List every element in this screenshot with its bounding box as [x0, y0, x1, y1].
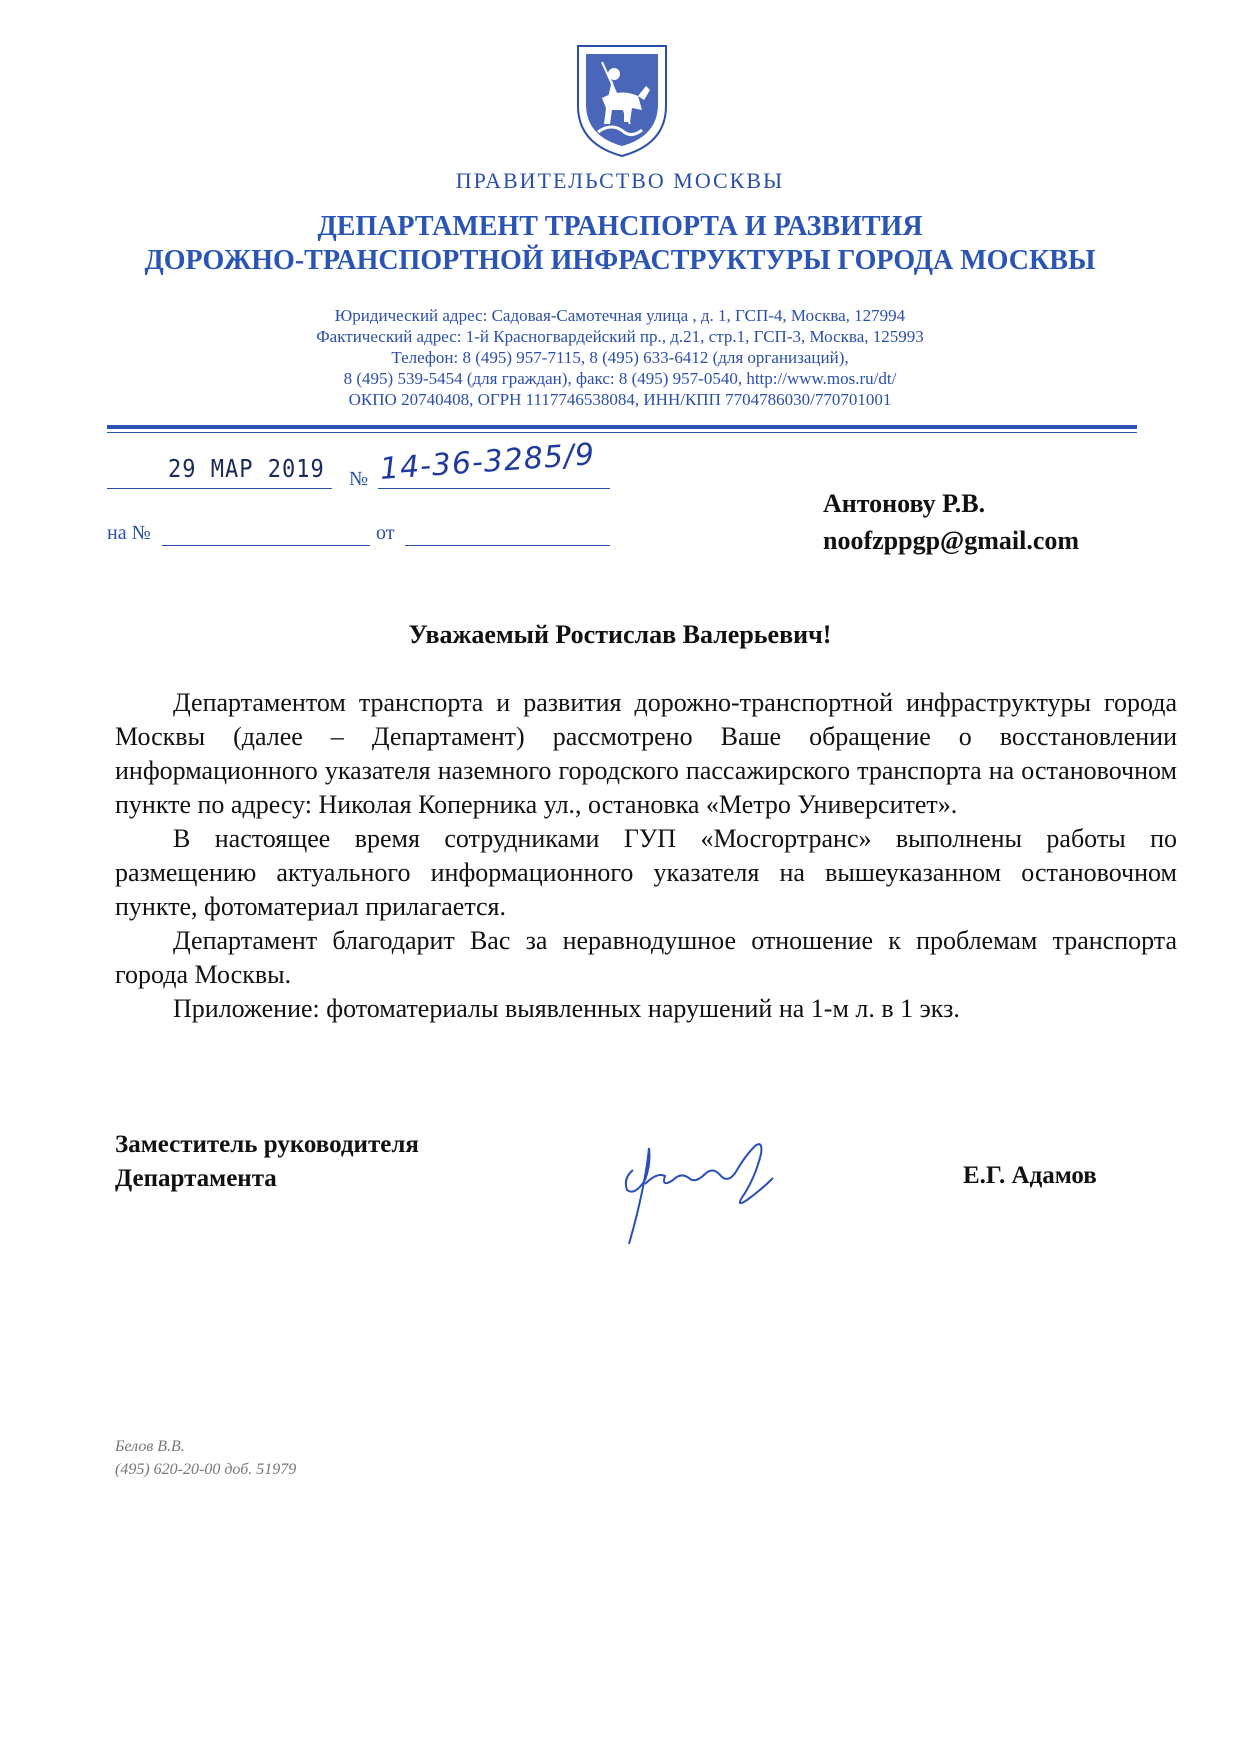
recipient-name: Антонову Р.В. — [823, 489, 986, 518]
handwritten-signature — [605, 1118, 815, 1258]
registration-date-stamp: 29 МАР 2019 — [168, 455, 325, 484]
signatory-name: Е.Г. Адамов — [963, 1162, 1097, 1189]
registration-number-label: № — [349, 468, 369, 490]
moscow-coat-of-arms-icon — [572, 40, 672, 160]
signatory-title-line1: Заместитель руководителя — [115, 1131, 419, 1158]
letter-body — [115, 686, 1177, 1026]
reference-date-label: от — [376, 522, 395, 544]
executor-phone: (495) 620-20-00 доб. 51979 — [115, 1461, 297, 1478]
letter-greeting: Уважаемый Ростислав Валерьевич! — [408, 620, 832, 649]
recipient-block — [823, 485, 1079, 559]
paragraph-thanks: Департамент благодарит Вас за неравнодушное отношение к проблемам транспорта города Москвы. — [115, 926, 1177, 989]
reference-date-line — [405, 545, 610, 546]
executor-block — [115, 1435, 296, 1481]
department-name — [0, 210, 1240, 278]
paragraph-appeal: Департаментом транспорта и развития дорожно-транспортной инфраструктуры города Москвы (далее – Департамент) рассмотрено Ваше обращение о восстановлении информационного указателя наземного городского пассажирского транспорта на остановочном пункте по адресу: Николая Коперника ул., остановка «Метро Университет». — [115, 688, 1177, 819]
actual-address: Фактический адрес: 1-й Красногвардейский пр., д.21, стр.1, ГСП-3, Москва, 125993 — [316, 327, 924, 346]
date-underline — [107, 488, 332, 489]
recipient-email: noofzppgp@gmail.com — [823, 526, 1080, 555]
registration-number-handwritten: 14-36-3285/9 — [378, 437, 597, 487]
department-name-line2: ДОРОЖНО-ТРАНСПОРТНОЙ ИНФРАСТРУКТУРЫ ГОРОДА МОСКВЫ — [144, 245, 1096, 276]
government-name: ПРАВИТЕЛЬСТВО МОСКВЫ — [455, 168, 785, 193]
signatory-title — [115, 1128, 419, 1196]
legal-address: Юридический адрес: Садовая-Самотечная улица , д. 1, ГСП-4, Москва, 127994 — [334, 306, 906, 325]
letterhead-rule — [107, 425, 1137, 429]
paragraph-attachment: Приложение: фотоматериалы выявленных нарушений на 1-м л. в 1 экз. — [173, 994, 960, 1023]
number-underline — [378, 488, 610, 489]
signatory-title-line2: Департамента — [115, 1165, 277, 1192]
department-address-block — [0, 305, 1240, 410]
reference-number-label: на № — [107, 522, 151, 544]
reference-number-line — [162, 545, 370, 546]
phone-line: Телефон: 8 (495) 957-7115, 8 (495) 633-6412 (для организаций), — [391, 348, 849, 367]
letterhead-rule-thin — [107, 432, 1137, 433]
department-name-line1: ДЕПАРТАМЕНТ ТРАНСПОРТА И РАЗВИТИЯ — [317, 211, 923, 242]
paragraph-work-done: В настоящее время сотрудниками ГУП «Мосгортранс» выполнены работы по размещению актуального информационного указателя на вышеуказанном остановочном пункте, фотоматериал прилагается. — [115, 824, 1177, 921]
phone-fax-line: 8 (495) 539-5454 (для граждан), факс: 8 (495) 957-0540, http://www.mos.ru/dt/ — [343, 369, 897, 388]
registry-codes: ОКПО 20740408, ОГРН 1117746538084, ИНН/КПП 7704786030/770701001 — [348, 390, 892, 409]
executor-name: Белов В.В. — [115, 1438, 185, 1455]
